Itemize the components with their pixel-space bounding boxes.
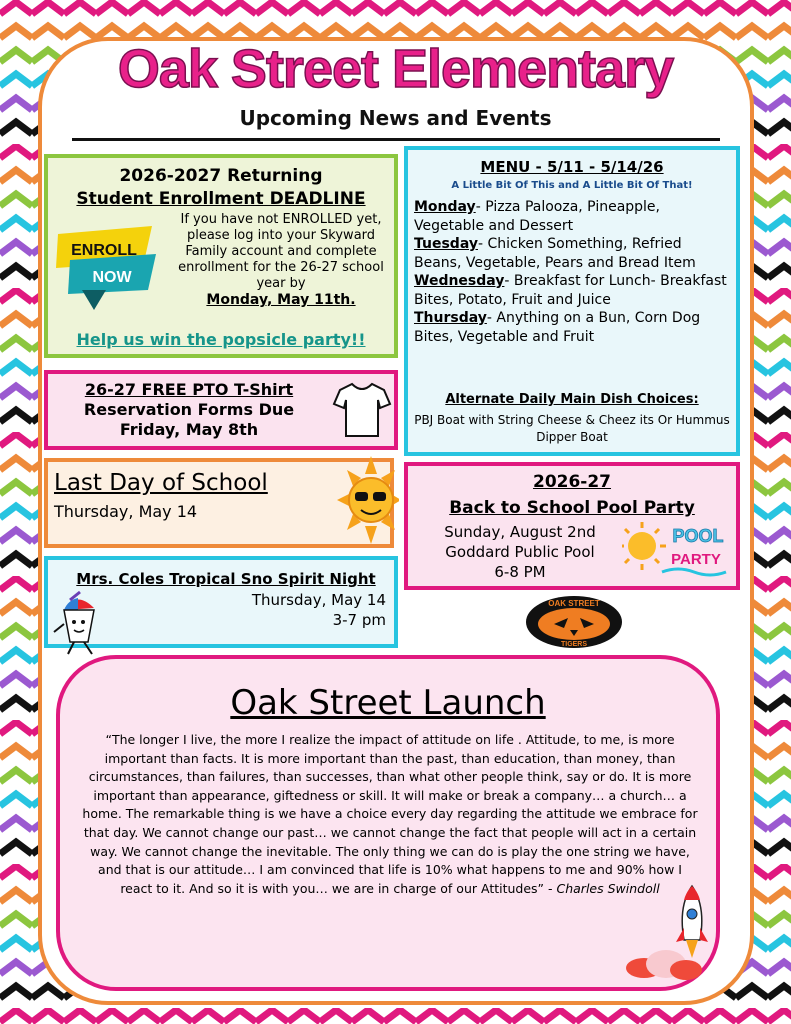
enrollment-box [44, 154, 398, 358]
menu-day-items: - Pizza Palooza, Pineapple, Vegetable and Dessert [414, 199, 660, 234]
spirit-night-details [252, 590, 386, 630]
launch-quote [82, 731, 698, 898]
menu-day-items: - Anything on a Bun, Corn Dog Bites, Vegetable and Fruit [414, 310, 701, 345]
tigers-logo-top-text: OAK STREET [548, 599, 600, 608]
lunch-menu-box [404, 146, 740, 456]
pool-party-location: Goddard Public Pool [445, 543, 595, 561]
title-divider [72, 138, 720, 141]
menu-heading: MENU - 5/11 - 5/14/26 [480, 158, 664, 176]
menu-day-label: Monday [414, 199, 476, 215]
menu-day-monday [414, 198, 732, 235]
pool-party-box [404, 462, 740, 590]
rocket-icon [614, 884, 714, 984]
enrollment-deadline-heading: Student Enrollment DEADLINE [76, 189, 366, 209]
page-subtitle: Upcoming News and Events [239, 106, 552, 130]
alternate-choices-items: PBJ Boat with String Cheese & Cheez its Or Hummus Dipper Boat [414, 413, 730, 444]
pool-party-time: 6-8 PM [494, 563, 546, 581]
launch-heading: Oak Street Launch [230, 683, 546, 723]
menu-day-tuesday [414, 235, 732, 272]
pool-party-details [414, 522, 626, 582]
menu-day-wednesday [414, 272, 732, 309]
enroll-badge-bottom-text: NOW [92, 269, 132, 286]
enrollment-heading: 2026-2027 Returning [119, 166, 323, 186]
enrollment-body [168, 212, 394, 309]
menu-day-label: Tuesday [414, 236, 478, 252]
sun-sunglasses-icon [335, 452, 399, 550]
menu-days [414, 198, 732, 346]
menu-day-items: - Breakfast for Lunch- Breakfast Bites, Potato, Fruit and Juice [414, 273, 727, 308]
menu-day-label: Wednesday [414, 273, 505, 289]
tigers-logo-bottom-text: TIGERS [560, 641, 588, 648]
pool-party-logo-icon [622, 516, 734, 582]
pool-logo-top-text: POOL [672, 526, 724, 546]
enroll-now-badge-icon [54, 226, 164, 312]
pool-logo-bottom-text: PARTY [671, 551, 721, 568]
popsicle-party-text: Help us win the popsicle party!! [76, 330, 366, 349]
menu-day-items: - Chicken Something, Refried Beans, Vegetable, Pears and Bread Item [414, 236, 696, 271]
tshirt-icon [332, 380, 392, 440]
pool-party-year: 2026-27 [532, 472, 612, 492]
menu-day-thursday [414, 309, 732, 346]
launch-quote-author: Charles Swindoll [556, 880, 660, 896]
menu-tagline: A Little Bit Of This and A Little Bit Of That! [451, 180, 693, 191]
pool-party-date: Sunday, August 2nd [444, 523, 596, 541]
tigers-logo-icon [524, 594, 624, 650]
pto-body: Reservation Forms Due Friday, May 8th [83, 400, 295, 439]
spirit-night-heading: Mrs. Coles Tropical Sno Spirit Night [76, 570, 376, 588]
last-day-date: Thursday, May 14 [54, 502, 198, 521]
pto-shirt-box [44, 370, 398, 450]
enrollment-deadline-date: Monday, May 11th. [206, 292, 356, 308]
enroll-badge-top-text: ENROLL [71, 242, 137, 259]
spirit-night-date: Thursday, May 14 [251, 591, 386, 609]
pool-party-heading: Back to School Pool Party [449, 498, 695, 518]
alternate-choices-heading: Alternate Daily Main Dish Choices: [445, 392, 699, 407]
spirit-night-time: 3-7 pm [332, 611, 386, 629]
launch-quote-text: “The longer I live, the more I realize the impact of attitude on life . Attitude, to me, is more important than facts. It is more important than the past, than education, than money, than circumstances, than failures, than successes, than what other people think, say or do. It is more important than appearance, giftedness or skill. It will make or break a company… a church… a home. The remarkable thing is we have a choice every day regarding the attitude we embrace for that day. We cannot change our past… we cannot change the fact that people will act in a certain way. We cannot change the inevitable. The only thing we can do is play the one string we have, and that is our attitude… I am convinced that life is 10% what happens to me and 90% how I react to it. And so it is with you… we are in charge of our Attitudes” - [82, 732, 698, 896]
pto-heading: 26-27 FREE PTO T-Shirt [84, 380, 294, 399]
page-title: Oak Street Elementary [117, 39, 674, 99]
menu-day-label: Thursday [414, 310, 487, 326]
last-day-heading: Last Day of School [54, 470, 268, 496]
enrollment-body-text: If you have not ENROLLED yet, please log into your Skyward Family account and complete enrollment for the 26-27 school year by [178, 212, 384, 291]
sno-cone-icon [50, 588, 106, 660]
